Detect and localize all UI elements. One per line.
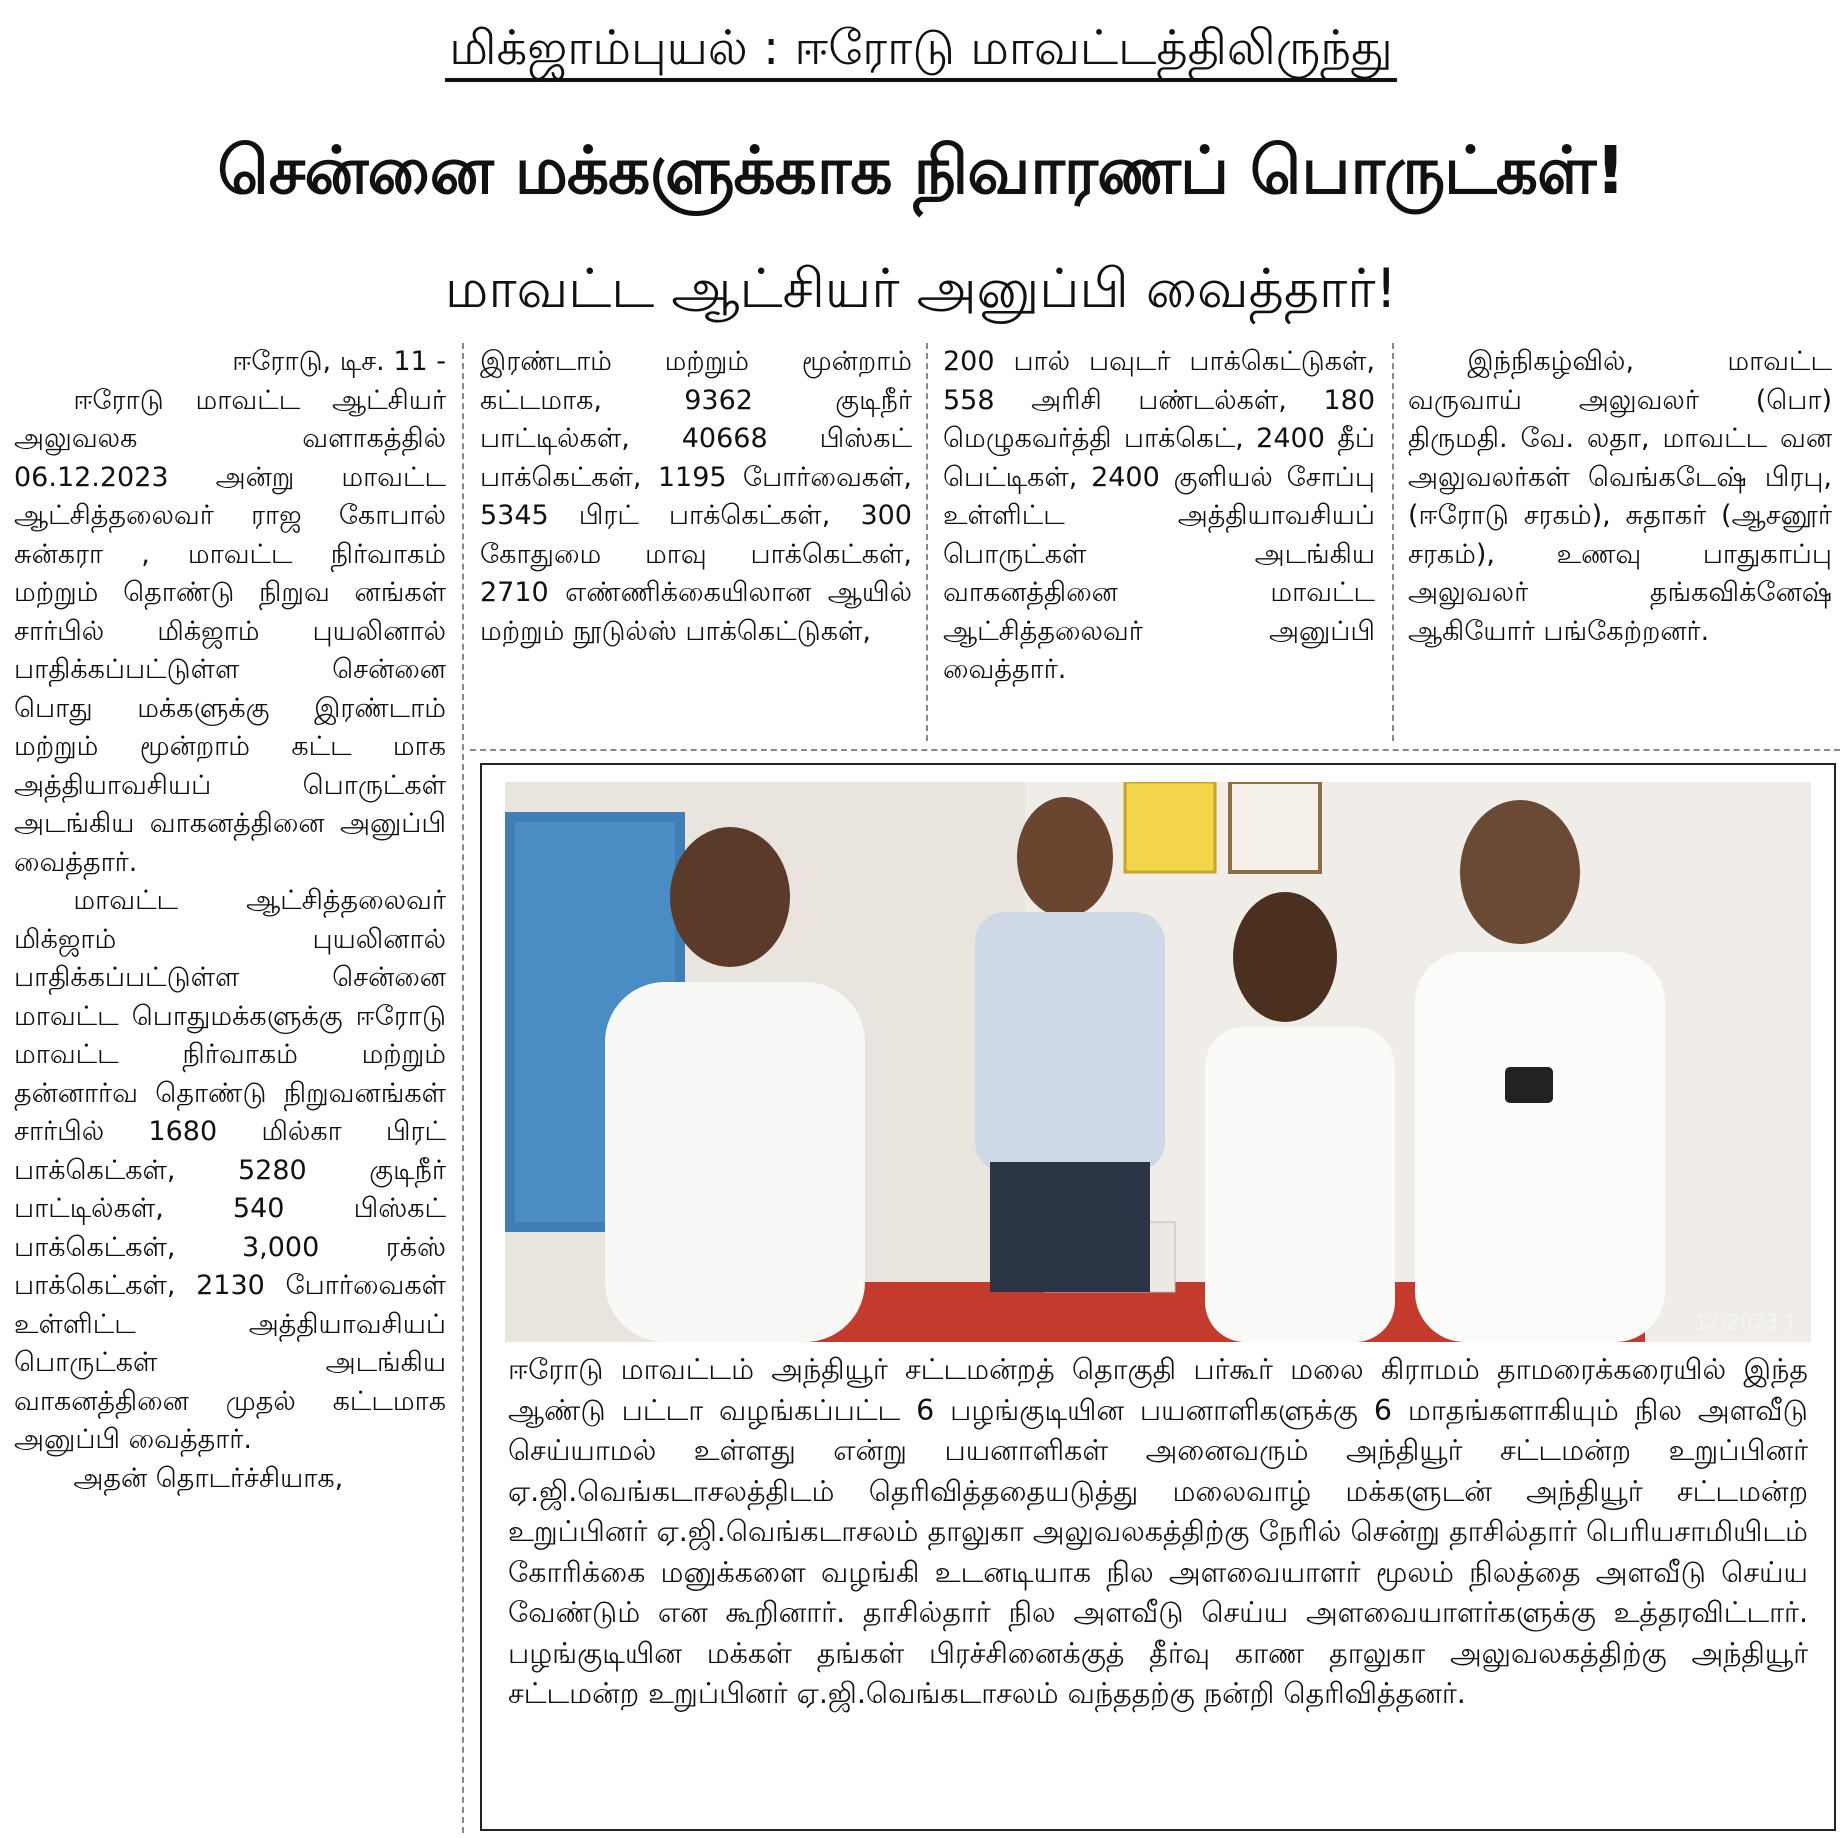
column-3-text: 200 பால் பவுடர் பாக்கெட்டுகள், 558 அரிசி பண்டல்கள், 180 மெழுகவர்த்தி பாக்கெட், 2400 தீப் பெட்டிகள், 2400 குளியல் சோப்பு உள்ளிட்ட அத்தியாவசியப் பொருட்கள் அடங்கிய வாகனத்தினை மாவட்ட ஆட்சித்தலைவர் அனுப்பி வைத்தார். bbox=[943, 346, 1375, 685]
photo-date-stamp: 12/2023 1 bbox=[1694, 1310, 1797, 1334]
dateline: ஈரோடு, டிச. 11 - bbox=[232, 346, 446, 377]
photo-illustration bbox=[505, 782, 1811, 1342]
body-paragraph-3: அதன் தொடர்ச்சியாக, bbox=[73, 1462, 344, 1494]
kicker bbox=[0, 18, 1842, 78]
column-separator bbox=[926, 343, 928, 741]
subheadline: மாவட்ட ஆட்சியர் அனுப்பி வைத்தார்! bbox=[444, 257, 1398, 320]
column-separator bbox=[462, 343, 464, 1833]
body-paragraph-2: மாவட்ட ஆட்சித்தலைவர் மிக்ஜாம் புயலினால் பாதிக்கப்பட்டுள்ள சென்னை மாவட்ட பொதுமக்களுக்கு ஈரோடு மாவட்ட நிர்வாகம் மற்றும் தன்னார்வ தொண்டு நிறுவனங்கள் சார்பில் 1680 மில்கா பிரட் பாக்கெட்கள், 5280 குடிநீர் பாட்டில்கள், 540 பிஸ்கட் பாக்கெட்கள், 3,000 ரக்ஸ் பாக்கெட்கள், 2130 போர்வைகள் உள்ளிட்ட அத்தியாவசியப் பொருட்கள் அடங்கிய வாகனத்தினை முதல் கட்டமாக அனுப்பி வைத்தார். bbox=[14, 885, 446, 1455]
news-photo bbox=[505, 782, 1811, 1342]
column-4 bbox=[1408, 343, 1832, 651]
column-2 bbox=[480, 343, 912, 651]
headline: சென்னை மக்களுக்காக நிவாரணப் பொருட்கள்! bbox=[217, 132, 1625, 209]
column-2-text: இரண்டாம் மற்றும் மூன்றாம் கட்டமாக, 9362 குடிநீர் பாட்டில்கள், 40668 பிஸ்கட் பாக்கெட்கள், 1195 போர்வைகள், 5345 பிரட் பாக்கெட்கள், 300 கோதுமை மாவு பாக்கெட்கள், 2710 எண்ணிக்கையிலான ஆயில் மற்றும் நூடுல்ஸ் பாக்கெட்டுகள், bbox=[480, 346, 912, 647]
kicker-text: மிக்ஜாம்புயல் : ஈரோடு மாவட்டத்திலிருந்து bbox=[445, 20, 1396, 82]
lead-column bbox=[14, 343, 446, 1498]
column-3 bbox=[943, 343, 1375, 690]
body-paragraph-1: ஈரோடு மாவட்ட ஆட்சியர் அலுவலக வளாகத்தில் 06.12.2023 அன்று மாவட்ட ஆட்சித்தலைவர் ராஜ கோபால் சுன்கரா , மாவட்ட நிர்வாகம் மற்றும் தொண்டு நிறுவ னங்கள் சார்பில் மிக்ஜாம் புயலினால் பாதிக்கப்பட்டுள்ள சென்னை பொது மக்களுக்கு இரண்டாம் மற்றும் மூன்றாம் கட்ட மாக அத்தியாவசியப் பொருட்கள் அடங்கிய வாகனத்தினை அனுப்பி வைத்தார். bbox=[14, 384, 446, 878]
photo-caption: ஈரோடு மாவட்டம் அந்தியூர் சட்டமன்றத் தொகுதி பர்கூர் மலை கிராமம் தாமரைக்கரையில் இந்த ஆண்டு பட்டா வழங்கப்பட்ட 6 பழங்குடியின பயனாளிகளுக்கு 6 மாதங்களாகியும் நில அளவீடு செய்யாமல் உள்ளது என்று பயனாளிகள் அனைவரும் அந்தியூர் சட்டமன்ற உறுப்பினர் ஏ.ஜி.வெங்கடாசலத்திடம் தெரிவித்ததையடுத்து மலைவாழ் மக்களுடன் அந்தியூர் சட்டமன்ற உறுப்பினர் ஏ.ஜி.வெங்கடாசலம் தாலுகா அலுவலகத்திற்கு நேரில் சென்று தாசில்தார் பெரியசாமியிடம் கோரிக்கை மனுக்களை வழங்கி உடனடியாக நில அளவையாளர் மூலம் நிலத்தை அளவீடு செய்ய வேண்டும் என கூறினார். தாசில்தார் நில அளவீடு செய்ய அளவையாளர்களுக்கு உத்தரவிட்டார். பழங்குடியின மக்கள் தங்கள் பிரச்சினைக்குத் தீர்வு காண தாலுகா அலுவலகத்திற்கு அந்தியூர் சட்டமன்ற உறுப்பினர் ஏ.ஜி.வெங்கடாசலம் வந்ததற்கு நன்றி தெரிவித்தனர். bbox=[508, 1353, 1808, 1710]
section-separator bbox=[470, 749, 1840, 751]
column-separator bbox=[1392, 343, 1394, 741]
column-4-text: இந்நிகழ்வில், மாவட்ட வருவாய் அலுவலர் (பொ) திருமதி. வே. லதா, மாவட்ட வன அலுவலர்கள் வெங்கடேஷ் பிரபு, (ஈரோடு சரகம்), சுதாகர் (ஆசனூர் சரகம்), உணவு பாதுகாப்பு அலுவலர் தங்கவிக்னேஷ் ஆகியோர் பங்கேற்றனர். bbox=[1408, 346, 1832, 647]
